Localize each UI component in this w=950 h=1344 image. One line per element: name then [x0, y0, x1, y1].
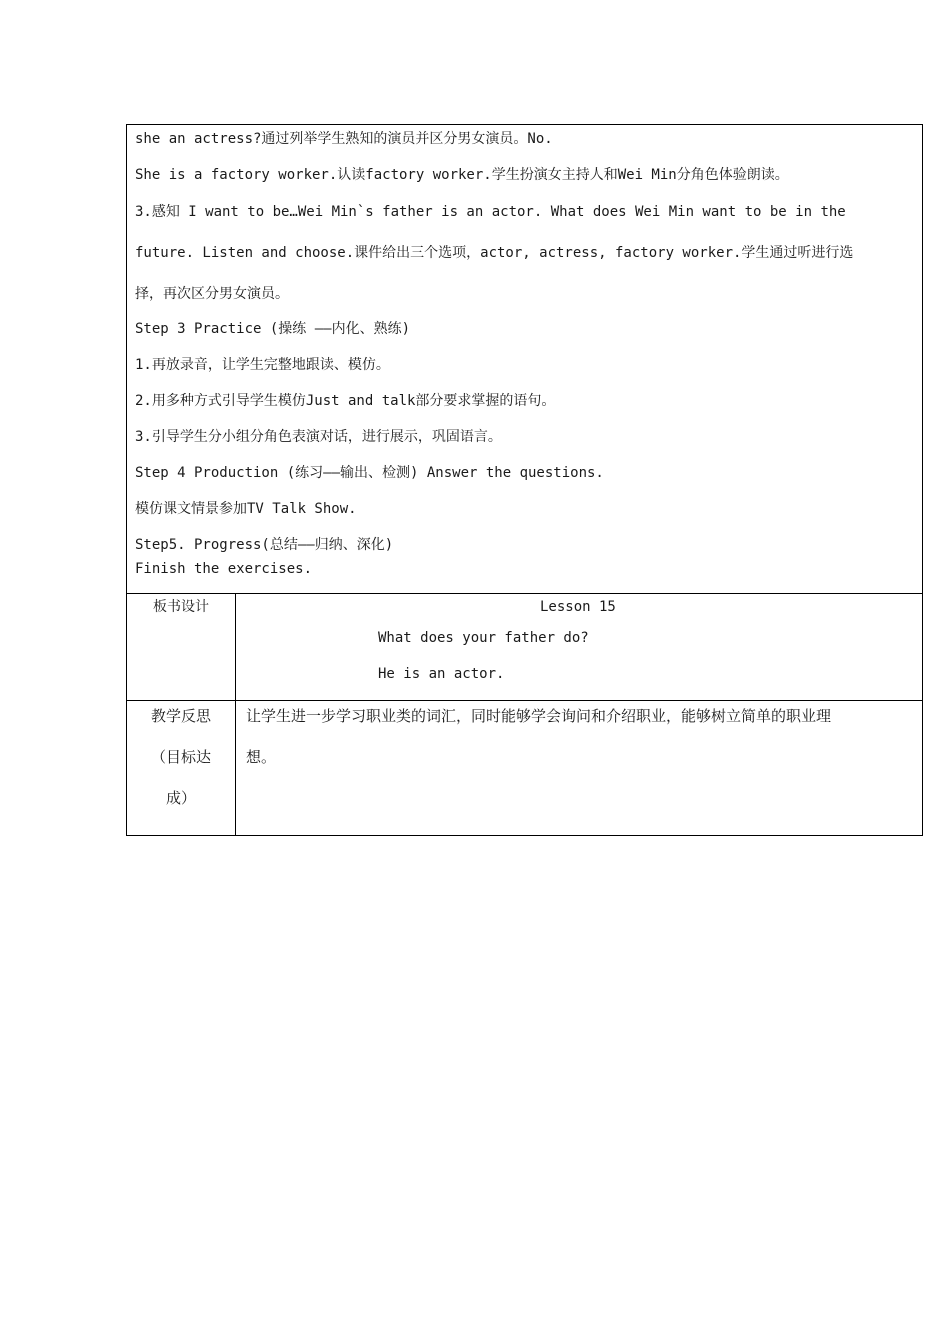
- process-line-4: future. Listen and choose.课件给出三个选项，actor, actress, factory worker.学生通过听进行选: [135, 245, 854, 261]
- process-line-9: 3.引导学生分小组分角色表演对话，进行展示，巩固语言。: [135, 429, 502, 445]
- process-line-12: Step5. Progress(总结——归纳、深化): [135, 537, 394, 553]
- board-design-row: [127, 594, 923, 701]
- reflection-label-cell: [127, 701, 236, 836]
- process-line-7: 1.再放录音，让学生完整地跟读、模仿。: [135, 357, 390, 373]
- board-line-2: He is an actor.: [378, 666, 505, 682]
- process-line-2: She is a factory worker.认读factory worker.学生扮演女主持人和Wei Min分角色体验朗读。: [135, 167, 789, 183]
- board-design-content-cell: [236, 594, 923, 701]
- teaching-process-cell: [127, 125, 923, 594]
- reflection-label-line-3: 成）: [165, 789, 196, 807]
- process-line-6: Step 3 Practice (操练 ——内化、熟练): [135, 321, 411, 337]
- reflection-label-line-2: （目标达: [150, 748, 211, 766]
- board-line-1: What does your father do?: [378, 630, 589, 646]
- board-design-label: 板书设计: [153, 599, 209, 615]
- teaching-process-row: [127, 125, 923, 594]
- reflection-label-line-1: 教学反思: [150, 707, 211, 725]
- process-line-11: 模仿课文情景参加TV Talk Show.: [135, 501, 357, 517]
- reflection-text-line-1: 让学生进一步学习职业类的词汇，同时能够学会询问和介绍职业，能够树立简单的职业理: [246, 707, 832, 725]
- process-line-3: 3.感知 I want to be…Wei Min`s father is an actor. What does Wei Min want to be in the: [135, 204, 846, 220]
- process-line-5: 择，再次区分男女演员。: [135, 286, 289, 302]
- process-line-8: 2.用多种方式引导学生模仿Just and talk部分要求掌握的语句。: [135, 393, 556, 409]
- reflection-text-line-2: 想。: [246, 748, 277, 766]
- board-design-label-cell: [127, 594, 236, 701]
- reflection-content-cell: [236, 701, 923, 836]
- reflection-row: [127, 701, 923, 836]
- board-title: Lesson 15: [540, 599, 616, 615]
- lesson-plan-table: [126, 124, 923, 836]
- process-line-10: Step 4 Production (练习——输出、检测) Answer the questions.: [135, 465, 604, 481]
- process-line-1: she an actress?通过列举学生熟知的演员并区分男女演员。No.: [135, 131, 553, 147]
- process-line-13: Finish the exercises.: [135, 561, 313, 577]
